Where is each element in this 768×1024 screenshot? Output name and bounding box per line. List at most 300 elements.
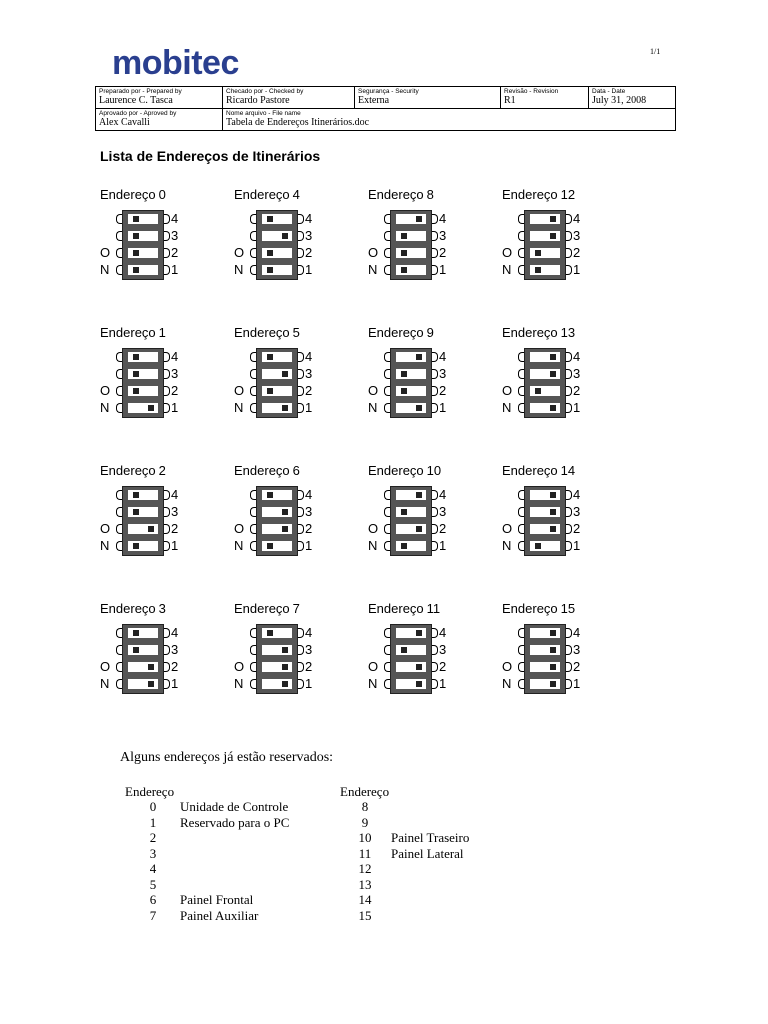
switch-slot — [262, 490, 292, 500]
switch-knob — [550, 630, 556, 636]
bracket-left-icon — [116, 645, 122, 655]
position-number: 4 — [305, 211, 313, 226]
position-number: 4 — [573, 211, 581, 226]
bracket-left-icon — [384, 507, 390, 517]
switch-knob — [267, 543, 273, 549]
on-label: O — [502, 245, 513, 260]
switch-position-3 — [368, 365, 478, 382]
bracket-left-icon — [518, 507, 524, 517]
address-number: 0 — [158, 187, 166, 202]
switch-slot — [128, 386, 158, 396]
reserved-intro: Alguns endereços já estão reservados: — [120, 750, 334, 765]
revision-label: Revisão - Revision — [504, 88, 559, 95]
switch-knob — [267, 354, 273, 360]
bracket-right-icon — [432, 645, 438, 655]
reserved-address: 1 — [149, 814, 157, 830]
position-number: 1 — [573, 538, 581, 553]
reserved-address: 14 — [358, 892, 372, 907]
switch-position-3 — [234, 503, 344, 520]
switch-slot — [262, 352, 292, 362]
on-label: O — [100, 245, 111, 260]
position-number: 2 — [573, 521, 581, 536]
switch-position-1 — [100, 399, 210, 416]
bracket-left-icon — [250, 628, 256, 638]
position-number: 1 — [305, 676, 313, 691]
switch-knob — [550, 681, 556, 687]
switch-position-4 — [234, 486, 344, 503]
switch-knob — [401, 509, 407, 515]
bracket-right-icon — [298, 490, 304, 500]
switch-slot — [128, 352, 158, 362]
switch-knob — [401, 543, 407, 549]
bracket-right-icon — [164, 645, 170, 655]
switch-position-3 — [234, 365, 344, 382]
switch-position-2 — [502, 520, 612, 537]
bracket-left-icon — [116, 248, 122, 258]
switch-position-4 — [502, 624, 612, 641]
bracket-right-icon — [566, 403, 572, 413]
checked-label: Checado por - Checked by — [226, 88, 304, 95]
switch-slot — [128, 265, 158, 275]
switch-knob — [535, 388, 541, 394]
switch-knob — [550, 647, 556, 653]
switch-slot — [396, 662, 426, 672]
switch-slot — [530, 628, 560, 638]
position-number: 3 — [305, 366, 313, 381]
bracket-left-icon — [518, 352, 524, 362]
position-number: 2 — [573, 383, 581, 398]
bracket-left-icon — [518, 524, 524, 534]
switch-slot — [262, 645, 292, 655]
bracket-left-icon — [250, 541, 256, 551]
bracket-left-icon — [384, 352, 390, 362]
position-number: 2 — [305, 383, 313, 398]
switch-knob — [133, 233, 139, 239]
approved-value: Alex Cavalli — [99, 117, 150, 128]
bracket-left-icon — [384, 662, 390, 672]
on-label: O — [502, 383, 513, 398]
switch-slot — [396, 628, 426, 638]
switch-slot — [396, 507, 426, 517]
bracket-left-icon — [250, 524, 256, 534]
off-label: N — [502, 262, 512, 277]
switch-slot — [262, 628, 292, 638]
switch-knob — [401, 388, 407, 394]
reserved-row — [335, 846, 535, 862]
position-number: 4 — [439, 487, 447, 502]
switch-slot — [530, 369, 560, 379]
switch-position-1 — [502, 537, 612, 554]
bracket-right-icon — [298, 403, 304, 413]
switch-knob — [267, 216, 273, 222]
reserved-table-left — [120, 784, 320, 924]
address-block-11 — [368, 601, 478, 701]
bracket-right-icon — [298, 369, 304, 379]
revision-value: R1 — [504, 95, 516, 106]
reserved-address: 15 — [358, 907, 372, 923]
position-number: 2 — [573, 245, 581, 260]
on-label: O — [368, 521, 379, 536]
switch-position-2 — [502, 382, 612, 399]
switch-position-3 — [368, 503, 478, 520]
bracket-left-icon — [384, 403, 390, 413]
on-label: O — [368, 383, 379, 398]
reserved-address: 2 — [149, 830, 157, 845]
position-number: 3 — [171, 366, 179, 381]
security-cell — [355, 87, 501, 109]
address-block-7 — [234, 601, 344, 701]
switch-position-4 — [234, 210, 344, 227]
switch-position-2 — [234, 520, 344, 537]
bracket-left-icon — [518, 403, 524, 413]
security-value: Externa — [358, 95, 390, 106]
on-label: O — [100, 521, 111, 536]
switch-slot — [530, 507, 560, 517]
switch-position-4 — [368, 348, 478, 365]
bracket-left-icon — [250, 231, 256, 241]
switch-knob — [133, 216, 139, 222]
position-number: 3 — [439, 228, 447, 243]
address-number: 7 — [292, 601, 300, 616]
bracket-left-icon — [250, 265, 256, 275]
switch-knob — [148, 664, 154, 670]
on-label: O — [234, 383, 245, 398]
filename-cell — [223, 109, 676, 131]
switch-position-1 — [502, 675, 612, 692]
switch-position-3 — [234, 227, 344, 244]
bracket-left-icon — [518, 645, 524, 655]
date-cell — [589, 87, 676, 109]
switch-knob — [416, 526, 422, 532]
bracket-right-icon — [164, 214, 170, 224]
reserved-description: Painel Auxiliar — [180, 907, 259, 923]
on-label: O — [234, 521, 245, 536]
bracket-left-icon — [250, 507, 256, 517]
reserved-row — [120, 861, 320, 877]
reserved-description: Unidade de Controle — [180, 799, 289, 814]
bracket-right-icon — [566, 352, 572, 362]
address-number: 5 — [292, 325, 300, 340]
reserved-row — [335, 892, 535, 908]
address-block-0 — [100, 187, 210, 287]
position-number: 4 — [439, 625, 447, 640]
bracket-right-icon — [298, 645, 304, 655]
position-number: 2 — [439, 245, 447, 260]
reserved-address: 9 — [361, 814, 369, 830]
switch-position-2 — [368, 658, 478, 675]
address-number: 9 — [426, 325, 434, 340]
switch-knob — [416, 354, 422, 360]
bracket-left-icon — [518, 214, 524, 224]
off-label: N — [368, 538, 378, 553]
switch-slot — [262, 662, 292, 672]
switch-knob — [148, 405, 154, 411]
reserved-address: 13 — [358, 876, 372, 892]
switch-slot — [262, 403, 292, 413]
switch-position-4 — [100, 348, 210, 365]
switch-slot — [530, 231, 560, 241]
bracket-right-icon — [432, 662, 438, 672]
bracket-left-icon — [518, 386, 524, 396]
reserved-column-header: Endereço — [340, 784, 390, 799]
on-label: O — [100, 383, 111, 398]
bracket-left-icon — [518, 662, 524, 672]
on-label: O — [234, 659, 245, 674]
switch-position-3 — [502, 503, 612, 520]
switch-position-1 — [100, 537, 210, 554]
switch-position-3 — [100, 365, 210, 382]
switch-slot — [530, 265, 560, 275]
switch-knob — [133, 492, 139, 498]
reserved-row — [335, 815, 535, 831]
reserved-row — [335, 908, 535, 924]
bracket-left-icon — [384, 386, 390, 396]
bracket-right-icon — [164, 403, 170, 413]
switch-knob — [401, 233, 407, 239]
bracket-left-icon — [250, 369, 256, 379]
position-number: 4 — [573, 349, 581, 364]
switch-knob — [267, 388, 273, 394]
address-number: 1 — [158, 325, 166, 340]
switch-position-2 — [368, 244, 478, 261]
reserved-address: 10 — [358, 830, 372, 845]
address-label — [502, 601, 575, 616]
reserved-address: 11 — [358, 845, 372, 861]
reserved-address: 7 — [149, 907, 157, 923]
switch-position-4 — [234, 624, 344, 641]
switch-knob — [133, 509, 139, 515]
off-label: N — [100, 538, 110, 553]
switch-slot — [530, 679, 560, 689]
bracket-left-icon — [384, 369, 390, 379]
address-block-1 — [100, 325, 210, 425]
bracket-left-icon — [518, 541, 524, 551]
switch-position-1 — [234, 399, 344, 416]
on-label: O — [368, 659, 379, 674]
switch-knob — [535, 543, 541, 549]
switch-position-3 — [368, 641, 478, 658]
prepared-label: Preparado por - Prepared by — [99, 88, 182, 95]
address-number: 4 — [292, 187, 300, 202]
address-label — [502, 463, 575, 478]
switch-position-2 — [502, 244, 612, 261]
switch-slot — [396, 369, 426, 379]
position-number: 2 — [573, 659, 581, 674]
address-label — [368, 463, 441, 478]
reserved-address: 3 — [149, 845, 157, 861]
switch-knob — [550, 492, 556, 498]
switch-knob — [282, 405, 288, 411]
bracket-right-icon — [298, 541, 304, 551]
bracket-right-icon — [298, 662, 304, 672]
reserved-address: 5 — [149, 876, 157, 892]
prepared-value: Laurence C. Tasca — [99, 95, 173, 106]
position-number: 2 — [439, 521, 447, 536]
switch-knob — [133, 388, 139, 394]
switch-knob — [133, 250, 139, 256]
switch-knob — [267, 250, 273, 256]
switch-position-4 — [100, 486, 210, 503]
switch-knob — [416, 216, 422, 222]
off-label: N — [100, 676, 110, 691]
switch-knob — [550, 664, 556, 670]
switch-position-2 — [502, 658, 612, 675]
switch-slot — [128, 231, 158, 241]
reserved-row — [335, 861, 535, 877]
address-prefix: Endereço — [502, 601, 558, 616]
switch-position-2 — [100, 658, 210, 675]
filename-value: Tabela de Endereços Itinerários.doc — [226, 117, 370, 128]
switch-slot — [396, 248, 426, 258]
reserved-row — [120, 846, 320, 862]
switch-knob — [550, 526, 556, 532]
switch-slot — [530, 214, 560, 224]
position-number: 2 — [305, 521, 313, 536]
switch-knob — [416, 681, 422, 687]
switch-position-2 — [100, 520, 210, 537]
switch-slot — [262, 524, 292, 534]
position-number: 1 — [171, 400, 179, 415]
switch-position-2 — [100, 382, 210, 399]
switch-position-4 — [368, 486, 478, 503]
bracket-right-icon — [566, 541, 572, 551]
reserved-row — [120, 815, 320, 831]
bracket-right-icon — [432, 507, 438, 517]
switch-knob — [416, 630, 422, 636]
date-value: July 31, 2008 — [592, 95, 647, 106]
reserved-column-header: Endereço — [125, 784, 175, 799]
position-number: 2 — [439, 383, 447, 398]
bracket-right-icon — [164, 265, 170, 275]
address-label — [234, 601, 300, 616]
bracket-left-icon — [116, 386, 122, 396]
on-label: O — [100, 659, 111, 674]
position-number: 3 — [171, 642, 179, 657]
off-label: N — [368, 262, 378, 277]
address-label — [234, 463, 300, 478]
bracket-left-icon — [116, 369, 122, 379]
bracket-right-icon — [566, 490, 572, 500]
position-number: 1 — [305, 400, 313, 415]
reserved-address: 8 — [361, 799, 369, 814]
switch-slot — [262, 679, 292, 689]
switch-knob — [535, 250, 541, 256]
bracket-left-icon — [518, 231, 524, 241]
position-number: 1 — [439, 676, 447, 691]
switch-knob — [282, 509, 288, 515]
bracket-left-icon — [116, 662, 122, 672]
switch-knob — [550, 509, 556, 515]
position-number: 1 — [171, 262, 179, 277]
switch-knob — [416, 405, 422, 411]
bracket-left-icon — [116, 403, 122, 413]
switch-slot — [530, 524, 560, 534]
switch-position-1 — [368, 675, 478, 692]
switch-slot — [530, 541, 560, 551]
address-prefix: Endereço — [368, 463, 424, 478]
switch-position-2 — [368, 520, 478, 537]
bracket-right-icon — [432, 490, 438, 500]
position-number: 3 — [573, 504, 581, 519]
switch-knob — [550, 233, 556, 239]
switch-slot — [530, 248, 560, 258]
switch-position-1 — [502, 261, 612, 278]
address-prefix: Endereço — [502, 187, 558, 202]
switch-knob — [550, 371, 556, 377]
bracket-left-icon — [116, 231, 122, 241]
position-number: 3 — [305, 228, 313, 243]
reserved-description: Painel Lateral — [391, 845, 464, 861]
bracket-right-icon — [432, 214, 438, 224]
switch-position-3 — [368, 227, 478, 244]
bracket-right-icon — [566, 628, 572, 638]
switch-slot — [128, 662, 158, 672]
address-prefix: Endereço — [368, 325, 424, 340]
off-label: N — [234, 262, 244, 277]
on-label: O — [368, 245, 379, 260]
switch-slot — [396, 541, 426, 551]
bracket-right-icon — [432, 541, 438, 551]
bracket-right-icon — [432, 403, 438, 413]
address-prefix: Endereço — [368, 601, 424, 616]
bracket-right-icon — [432, 369, 438, 379]
switch-knob — [282, 371, 288, 377]
bracket-left-icon — [384, 524, 390, 534]
switch-position-4 — [502, 210, 612, 227]
position-number: 2 — [439, 659, 447, 674]
address-block-15 — [502, 601, 612, 701]
address-label — [368, 187, 434, 202]
position-number: 2 — [171, 383, 179, 398]
date-label: Data - Date — [592, 88, 626, 95]
address-label — [100, 601, 166, 616]
switch-position-1 — [368, 399, 478, 416]
bracket-right-icon — [164, 628, 170, 638]
position-number: 1 — [305, 538, 313, 553]
off-label: N — [502, 538, 512, 553]
bracket-right-icon — [566, 369, 572, 379]
bracket-right-icon — [298, 507, 304, 517]
position-number: 3 — [439, 504, 447, 519]
switch-slot — [396, 490, 426, 500]
switch-position-2 — [234, 244, 344, 261]
address-block-8 — [368, 187, 478, 287]
bracket-right-icon — [298, 231, 304, 241]
switch-knob — [282, 647, 288, 653]
on-label: O — [502, 659, 513, 674]
bracket-right-icon — [164, 541, 170, 551]
off-label: N — [502, 676, 512, 691]
switch-knob — [416, 664, 422, 670]
bracket-right-icon — [432, 386, 438, 396]
switch-slot — [396, 231, 426, 241]
bracket-right-icon — [298, 679, 304, 689]
bracket-right-icon — [566, 231, 572, 241]
position-number: 2 — [305, 659, 313, 674]
switch-knob — [133, 354, 139, 360]
on-label: O — [502, 521, 513, 536]
switch-position-3 — [502, 227, 612, 244]
switch-position-3 — [502, 365, 612, 382]
bracket-left-icon — [116, 490, 122, 500]
switch-knob — [133, 630, 139, 636]
switch-position-4 — [234, 348, 344, 365]
switch-slot — [128, 628, 158, 638]
position-number: 4 — [171, 211, 179, 226]
reserved-row — [335, 877, 535, 893]
bracket-right-icon — [566, 248, 572, 258]
bracket-right-icon — [164, 352, 170, 362]
